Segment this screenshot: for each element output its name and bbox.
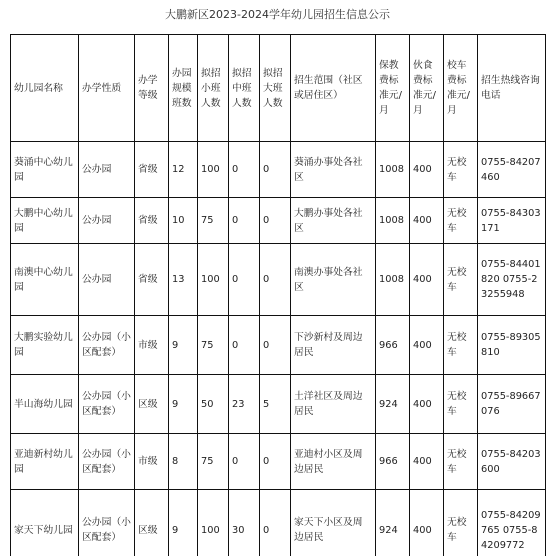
school-type: 公办园（小区配套） (79, 375, 135, 434)
large-class-quota: 0 (260, 316, 291, 375)
middle-class-quota: 30 (229, 490, 260, 556)
school-type: 公办园 (79, 244, 135, 316)
enrollment-area: 亚迪村小区及周边居民 (291, 434, 376, 490)
bus-fee: 无校车 (444, 375, 478, 434)
school-type: 公办园（小区配套） (79, 434, 135, 490)
kindergarten-name: 大鹏实验幼儿园 (11, 316, 79, 375)
header-cell: 拟招中班人数 (229, 35, 260, 142)
meal-fee: 400 (410, 375, 444, 434)
hotline: 0755-84207460 (478, 142, 546, 198)
kindergarten-name: 亚迪新村幼儿园 (11, 434, 79, 490)
header-cell: 校车费标准元/月 (444, 35, 478, 142)
tuition-fee: 1008 (376, 198, 410, 244)
header-cell: 拟招大班人数 (260, 35, 291, 142)
school-type: 公办园（小区配套） (79, 316, 135, 375)
enrollment-area: 葵涌办事处各社区 (291, 142, 376, 198)
large-class-quota: 0 (260, 244, 291, 316)
enrollment-area: 下沙新村及周边居民 (291, 316, 376, 375)
school-type: 公办园 (79, 198, 135, 244)
small-class-quota: 50 (198, 375, 229, 434)
bus-fee: 无校车 (444, 490, 478, 556)
middle-class-quota: 0 (229, 244, 260, 316)
kindergarten-name: 葵涌中心幼儿园 (11, 142, 79, 198)
hotline: 0755-84203600 (478, 434, 546, 490)
kindergarten-name: 家天下幼儿园 (11, 490, 79, 556)
small-class-quota: 75 (198, 316, 229, 375)
kindergarten-name: 大鹏中心幼儿园 (11, 198, 79, 244)
hotline: 0755-89305810 (478, 316, 546, 375)
tuition-fee: 924 (376, 375, 410, 434)
class-count: 8 (169, 434, 198, 490)
meal-fee: 400 (410, 316, 444, 375)
enrollment-area: 南澳办事处各社区 (291, 244, 376, 316)
middle-class-quota: 0 (229, 198, 260, 244)
class-count: 9 (169, 375, 198, 434)
table-container[interactable] (10, 34, 555, 556)
class-count: 10 (169, 198, 198, 244)
large-class-quota: 5 (260, 375, 291, 434)
enrollment-area: 土洋社区及周边居民 (291, 375, 376, 434)
tuition-fee: 966 (376, 316, 410, 375)
meal-fee: 400 (410, 434, 444, 490)
class-count: 9 (169, 316, 198, 375)
large-class-quota: 0 (260, 142, 291, 198)
header-cell: 招生范围（社区或居住区） (291, 35, 376, 142)
header-cell: 伙食费标准元/月 (410, 35, 444, 142)
school-level: 省级 (135, 198, 169, 244)
small-class-quota: 100 (198, 244, 229, 316)
small-class-quota: 75 (198, 198, 229, 244)
school-level: 省级 (135, 142, 169, 198)
table-row (11, 198, 546, 244)
meal-fee: 400 (410, 490, 444, 556)
enrollment-area: 大鹏办事处各社区 (291, 198, 376, 244)
bus-fee: 无校车 (444, 198, 478, 244)
middle-class-quota: 0 (229, 142, 260, 198)
header-cell: 拟招小班人数 (198, 35, 229, 142)
school-level: 区级 (135, 375, 169, 434)
page-title: 大鹏新区2023-2024学年幼儿园招生信息公示 (165, 8, 390, 21)
bus-fee: 无校车 (444, 244, 478, 316)
enrollment-table (10, 34, 546, 556)
large-class-quota: 0 (260, 198, 291, 244)
table-row (11, 142, 546, 198)
kindergarten-name: 南澳中心幼儿园 (11, 244, 79, 316)
class-count: 9 (169, 490, 198, 556)
header-cell: 办学性质 (79, 35, 135, 142)
header-cell: 保教费标准元/月 (376, 35, 410, 142)
table-header-row (11, 35, 546, 142)
small-class-quota: 75 (198, 434, 229, 490)
tuition-fee: 1008 (376, 244, 410, 316)
enrollment-area: 家天下小区及周边居民 (291, 490, 376, 556)
middle-class-quota: 0 (229, 316, 260, 375)
class-count: 13 (169, 244, 198, 316)
header-cell: 幼儿园名称 (11, 35, 79, 142)
hotline: 0755-89667076 (478, 375, 546, 434)
hotline: 0755-84303171 (478, 198, 546, 244)
bus-fee: 无校车 (444, 434, 478, 490)
table-row (11, 375, 546, 434)
small-class-quota: 100 (198, 142, 229, 198)
meal-fee: 400 (410, 198, 444, 244)
header-cell: 办学等级 (135, 35, 169, 142)
bus-fee: 无校车 (444, 316, 478, 375)
table-row (11, 316, 546, 375)
school-level: 市级 (135, 316, 169, 375)
tuition-fee: 1008 (376, 142, 410, 198)
school-level: 市级 (135, 434, 169, 490)
large-class-quota: 0 (260, 434, 291, 490)
large-class-quota: 0 (260, 490, 291, 556)
small-class-quota: 100 (198, 490, 229, 556)
school-level: 省级 (135, 244, 169, 316)
meal-fee: 400 (410, 142, 444, 198)
table-row (11, 434, 546, 490)
kindergarten-name: 半山海幼儿园 (11, 375, 79, 434)
tuition-fee: 966 (376, 434, 410, 490)
school-level: 区级 (135, 490, 169, 556)
hotline: 0755-84401820 0755-23255948 (478, 244, 546, 316)
middle-class-quota: 0 (229, 434, 260, 490)
tuition-fee: 924 (376, 490, 410, 556)
bus-fee: 无校车 (444, 142, 478, 198)
school-type: 公办园 (79, 142, 135, 198)
table-row (11, 244, 546, 316)
table-row (11, 490, 546, 556)
header-cell: 办园规模班数 (169, 35, 198, 142)
middle-class-quota: 23 (229, 375, 260, 434)
school-type: 公办园（小区配套） (79, 490, 135, 556)
class-count: 12 (169, 142, 198, 198)
meal-fee: 400 (410, 244, 444, 316)
header-cell: 招生热线咨询电话 (478, 35, 546, 142)
hotline: 0755-84209765 0755-84209772 (478, 490, 546, 556)
